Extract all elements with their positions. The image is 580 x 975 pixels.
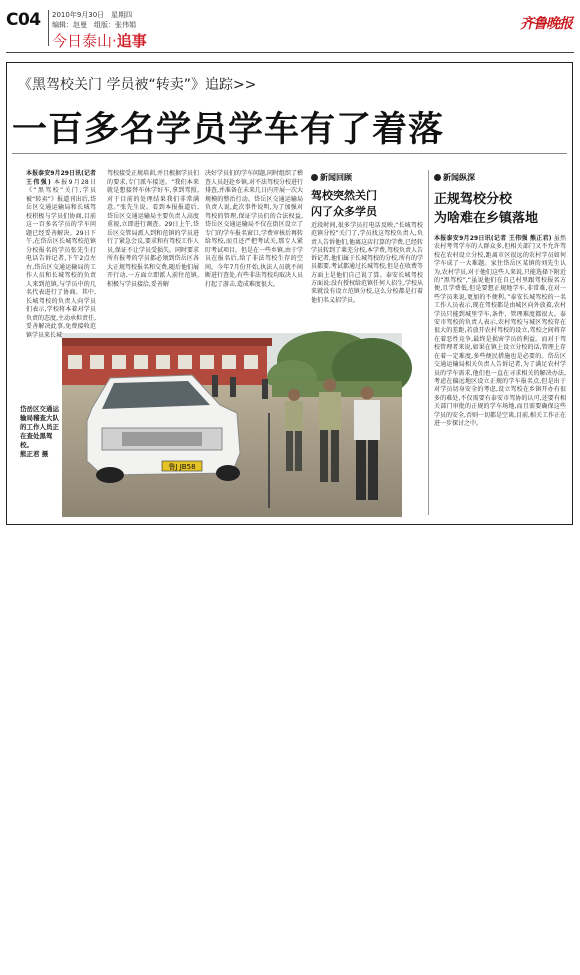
article-byline: 本报泰安9月29日讯(记者 王伟强) bbox=[26, 170, 96, 186]
masthead-divider bbox=[48, 10, 49, 46]
depth-title-line-2: 为啥难在乡镇落地 bbox=[434, 211, 539, 226]
depth-label bbox=[434, 172, 475, 183]
review-title-line-2: 闪了众多学员 bbox=[311, 205, 377, 218]
page-number: C04 bbox=[6, 10, 41, 30]
license-plate: 鲁J JB58 bbox=[168, 463, 196, 471]
review-body: 近段时间,很多学员打电话反映,“长城驾校范镇分校”关门了,学员找这驾校负责人,负责人告诉他们,他离这店打算的学费,已经转学员转到了莱芜分校,本学费,驾校负责人告诉记者,他们属于长城驾校的分校,所有的学员都要,考试都通过长城驾校,但是在收费等方面上是他们自己说了算。泰安长城驾校方面说:没有授权给范镇任何人招生,学校从来就没有设立范镇分校,这么分校都是打着他们名义招学员。 bbox=[311, 222, 423, 304]
article-column-2: 驾校接受正规培训,并且根据学员们的要求,专门派车接送。“我们本来就是想接替车休学好车,拿到驾照,对于目前的处理结果我们非常满意。”张先生说。看到本报报道后,岱岳区交通运输局主要负责人高度重视,立即进行调查。29日上午,岱岳区交管局派人到和范镇的学员进行了紧急会议,要求和有驾校工作人员,保证不让学员受损失。同时要求所有报考的学员都必须到岱岳区各大正规驾校报名和交费,随后他们展开行动,一方面立即派人前往范镇,积极与学员接洽,妥善解 bbox=[107, 170, 199, 288]
column-text: 本报9月28日《“黑驾校”关门,学员被“转卖”》报道刊出后,岱岳区交通运输局和长城驾校积极与学员们协商,目前这一百多名学员的学车问题已经妥善解决。29日下午,在岱岳区长城驾校范镇分校报名的学员张先生打电话告诉记者,下午2点左右,岱岳区交通运输局的工作人员和长城驾校的负责人来到范镇,与学员中的几名代表进行了协商。其中,长城驾校的负责人向学员们表示,学校将本着对学员负责的态度,主动承担责任,妥善解决此事,免费接收范镇学员来长城 bbox=[26, 178, 96, 339]
section-title bbox=[52, 30, 147, 51]
depth-text: 虽然农村考驾学车的人群众多,但相关部门又不允许驾校在农村设立分校,距离市区很远的农村学员如何学车成了一大难题。家住岱岳区某镇的刘先生认为,农村学员,对于他们这些人来说,只能选择下附近的“黑驾校”,“虽说他们在自己村里跟驾校报名方便,且学费低,但是要想正规地学车,非常难,在对一些学员来说,更加的不便利。”泰安长城驾校的一名工作人员表示,现在驾校都是由城区向外放着,农村学员只能到城里学车,条件、管理难度都很大。泰安市驾校的负责人表示,农村驾校与城区驾校存在很大的差距,若放开农村驾校的设立,驾校之间将存在着恶性竞争,最终是损害学员的利益。而对于驾校管理者来说,如果在镇上设立分校的话,管理上存在着一定难度,多些便民措施也是必要的。岱岳区交通运输局相关负责人告诉记者,为了满足农村学员的学车需求,他们也一直在寻求相关的解决办法,考虑在偏远地区设立正规的学车报名点,但是出于对学员切身安全的考虑,设立驾校在乡镇开办有很多的难处,不仅需要有泰安市驾协的认可,还要有相关部门审批的正规的学车场地,而且需要确保这些学员的安全,否则一切都是空谈,目前,相关工作正在进一步探讨之中。 bbox=[434, 235, 566, 427]
section-separator: · bbox=[112, 32, 117, 50]
news-photo bbox=[62, 333, 402, 517]
caption-text: 岱岳区交通运输局稽查大队的工作人员正在查处黑驾校。 bbox=[20, 405, 59, 449]
article-kicker: 《黑驾校关门 学员被“转卖”》追踪>> bbox=[18, 77, 257, 93]
section-name: 今日泰山 bbox=[52, 32, 113, 50]
bullet-icon bbox=[311, 174, 318, 181]
column-divider bbox=[428, 170, 429, 515]
newspaper-logo: 齐鲁晚报 bbox=[520, 16, 572, 32]
depth-title-line-1: 正规驾校分校 bbox=[434, 192, 513, 207]
headline-rule bbox=[12, 153, 567, 154]
article-column-1 bbox=[26, 170, 96, 339]
review-label-text: 新闻回顾 bbox=[320, 173, 352, 182]
photo-credit: 熊正君 摄 bbox=[20, 450, 49, 458]
issue-date: 2010年9月30日 星期四 bbox=[52, 11, 133, 19]
bullet-icon bbox=[434, 174, 441, 181]
review-label bbox=[311, 172, 352, 183]
article-column-3: 决好学员们的学车问题,同时组织了稽查人员赶赴乡镇,对不法驾校分校进行排查,并准备在未来几日内开展一次大规模的整治行动。岱岳区交通运输局负责人说,此次事件说明,为了加强对驾校的管理,保证学员们的合法权益,岱岳区交通运输局不仅在街区设立了专门的学车报名窗口,学费审核后再转给驾校,而且还严把考试关,那专人紧盯考试项目。但是在一些乡镇,由于学员在报名后,给了非法驾校生存的空间。今年7月份开始,执法人员就不间断进行查处,有些非法驾校均取决人员打起了游击,造成难度很大。 bbox=[205, 170, 303, 288]
issue-meta bbox=[52, 10, 136, 30]
photo-caption bbox=[20, 405, 60, 459]
article-headline: 一百多名学员学车有了着落 bbox=[12, 110, 445, 150]
section-suffix: 追事 bbox=[116, 32, 147, 50]
depth-label-text: 新闻纵深 bbox=[443, 173, 475, 182]
photo-illustration bbox=[62, 333, 402, 517]
editor-credits: 编辑：赵曼 组版：张伟娟 bbox=[52, 21, 136, 29]
depth-byline: 本报泰安9月29日讯(记者 王伟强 熊正君) bbox=[434, 235, 552, 242]
masthead-rule bbox=[6, 52, 574, 53]
depth-body bbox=[434, 235, 566, 513]
review-title-line-1: 驾校突然关门 bbox=[311, 189, 377, 202]
